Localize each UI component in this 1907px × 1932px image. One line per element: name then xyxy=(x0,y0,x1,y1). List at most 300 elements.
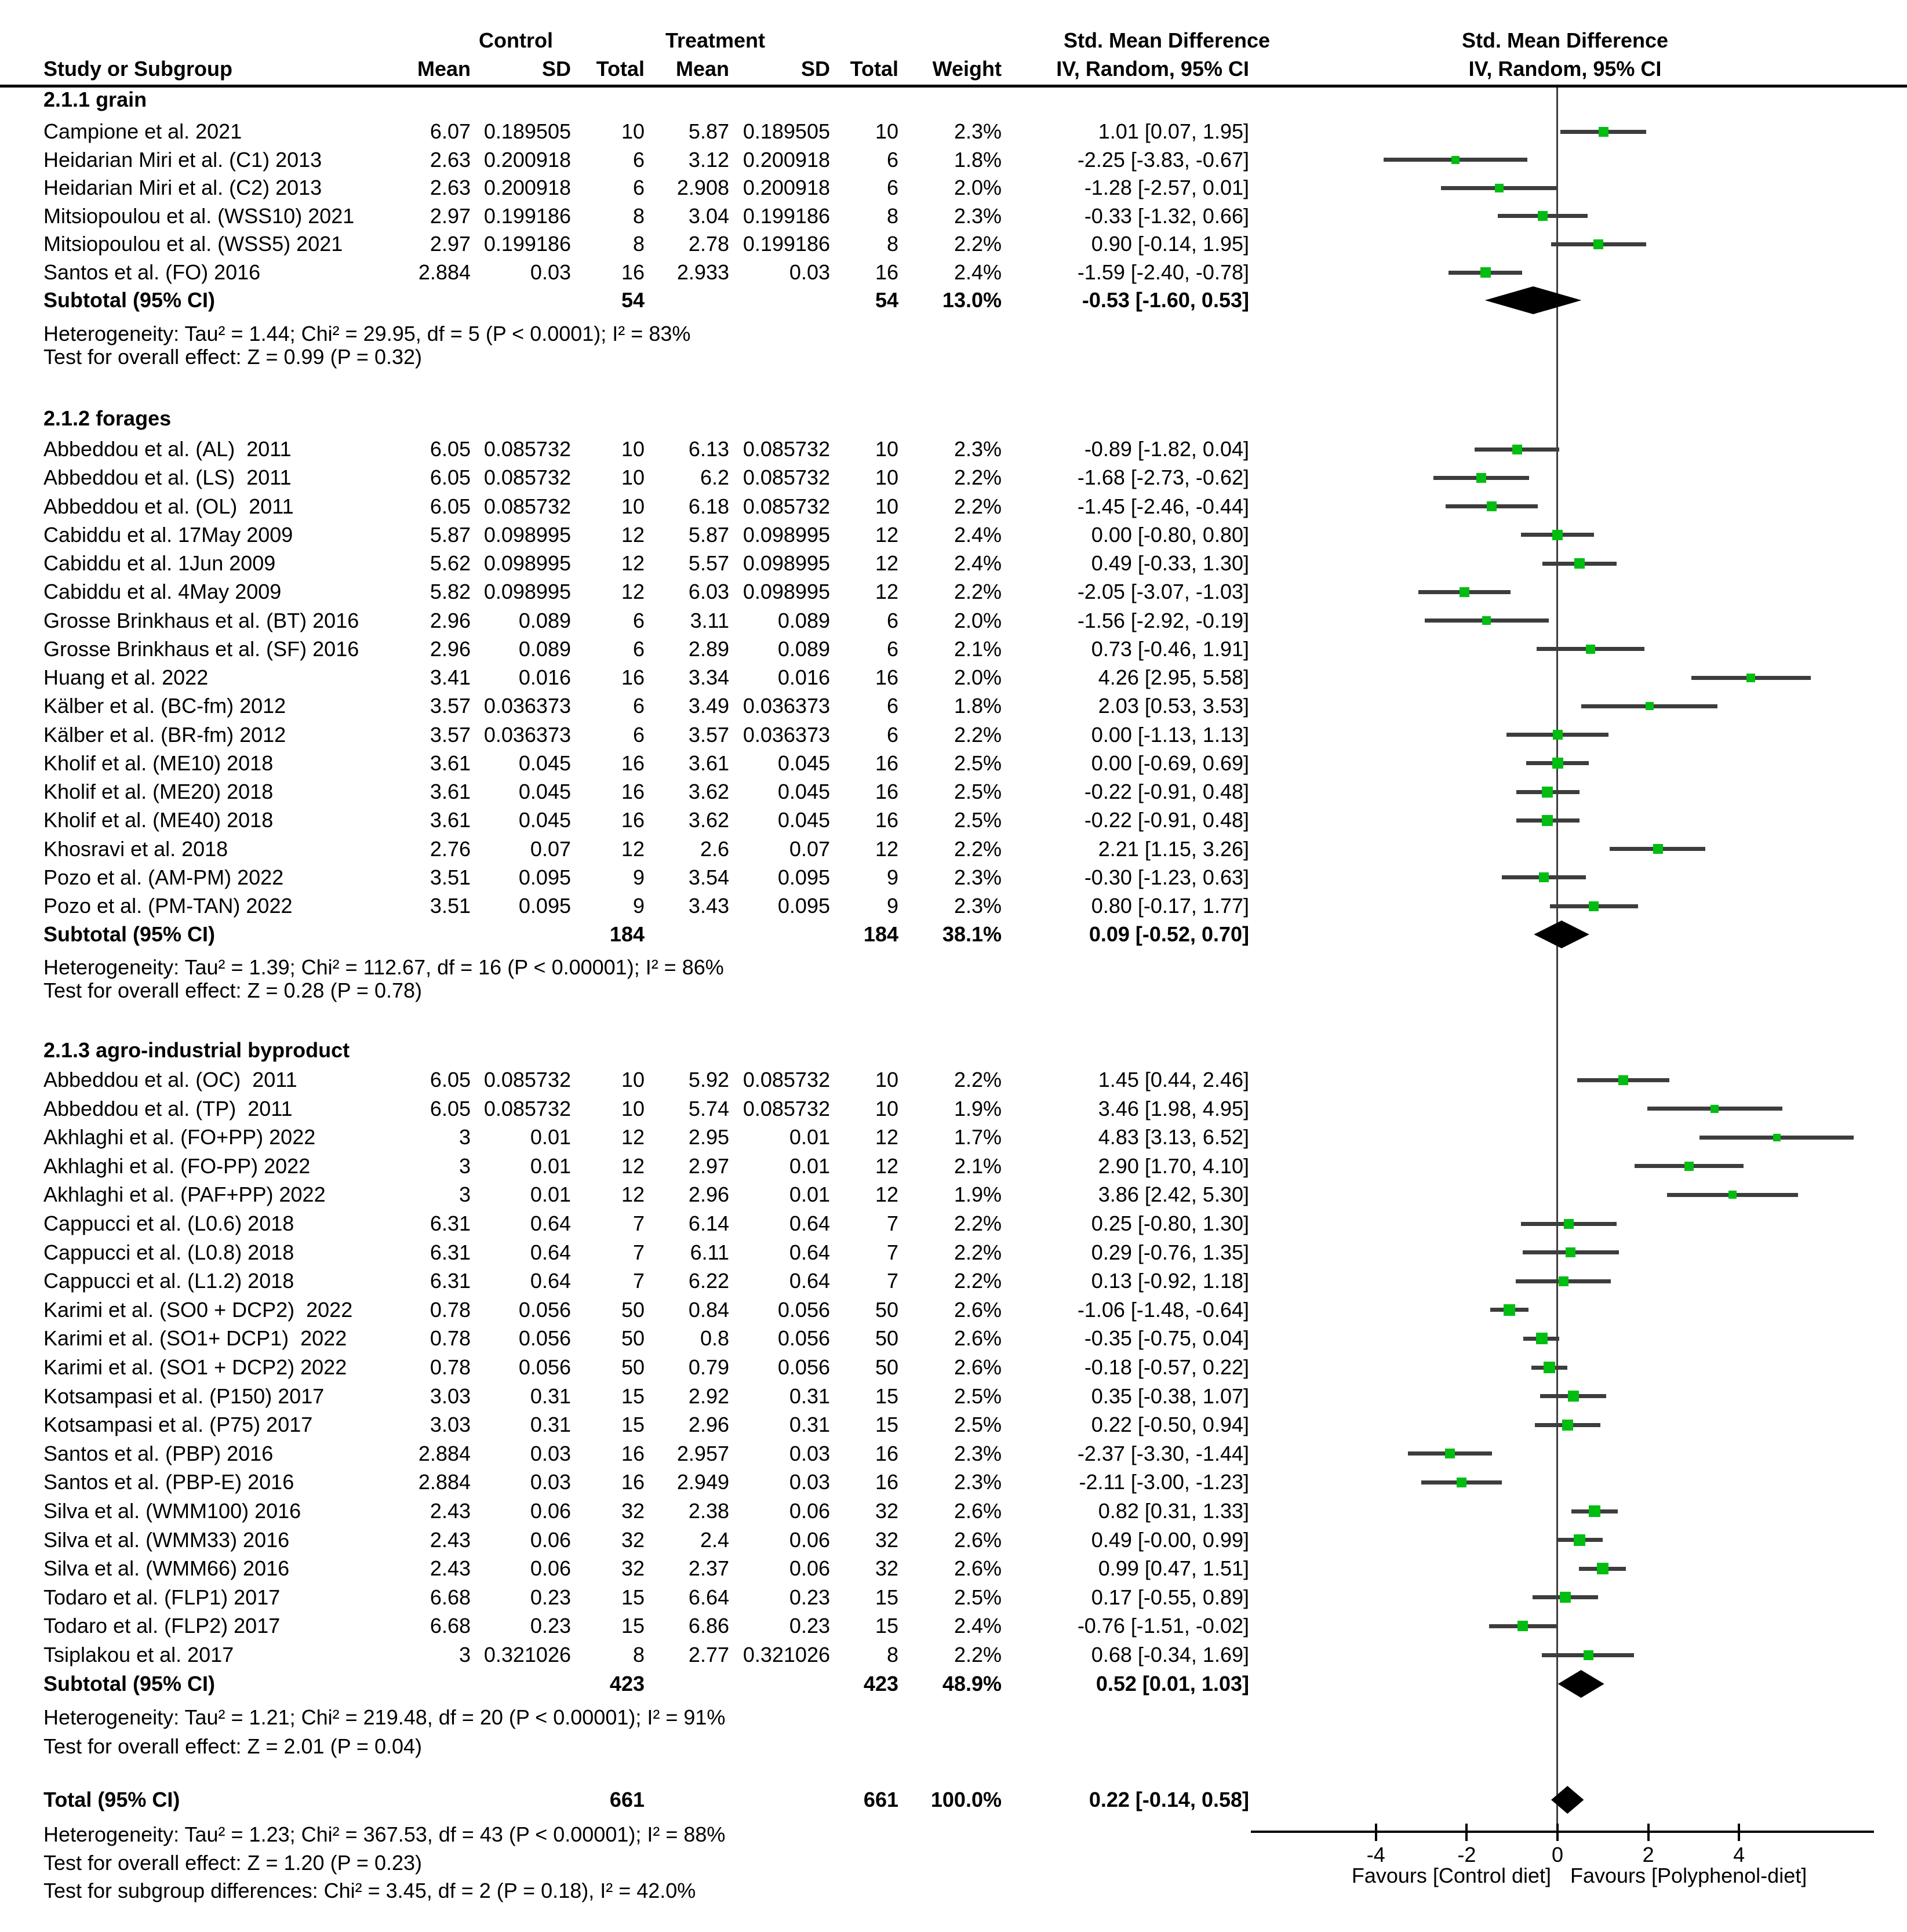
w-cell: 2.6% xyxy=(954,1297,1002,1322)
tsd-cell: 0.03 xyxy=(789,1441,830,1465)
ci-cell: 0.22 [-0.14, 0.58] xyxy=(1089,1788,1249,1811)
w-cell: 2.2% xyxy=(954,580,1002,604)
ci-cell: 4.83 [3.13, 6.52] xyxy=(1098,1125,1249,1149)
study-label: Kholif et al. (ME40) 2018 xyxy=(43,808,274,832)
w-cell: 2.2% xyxy=(954,1269,1002,1293)
tn-cell: 16 xyxy=(875,808,898,832)
tn-cell: 423 xyxy=(863,1672,898,1695)
effect-marker xyxy=(1653,844,1663,854)
study-label: Cabiddu et al. 4May 2009 xyxy=(43,580,282,604)
axis-tick xyxy=(1556,1824,1559,1841)
subtotal-diamond xyxy=(1558,1670,1604,1698)
tm-cell: 3.62 xyxy=(688,808,729,832)
effect-marker xyxy=(1599,127,1608,137)
csd-cell: 0.085732 xyxy=(483,1096,571,1120)
w-cell: 2.3% xyxy=(954,203,1002,228)
tm-cell: 0.84 xyxy=(688,1297,729,1322)
study-label: Grosse Brinkhaus et al. (BT) 2016 xyxy=(43,608,359,632)
w-cell: 2.2% xyxy=(954,1643,1002,1667)
w-cell: 2.3% xyxy=(954,119,1002,143)
cn-cell: 15 xyxy=(621,1384,645,1408)
cn-cell: 10 xyxy=(621,1068,645,1091)
ci-cell: -1.68 [-2.73, -0.62] xyxy=(1077,465,1249,490)
cm-cell: 3.57 xyxy=(430,722,471,747)
tm-cell: 6.13 xyxy=(688,437,729,461)
tn-cell: 6 xyxy=(886,694,898,718)
axis-tick xyxy=(1647,1824,1650,1841)
ci-cell: 0.52 [0.01, 1.03] xyxy=(1096,1672,1249,1695)
ci-cell: 3.46 [1.98, 4.95] xyxy=(1098,1096,1249,1120)
study-label: Pozo et al. (PM-TAN) 2022 xyxy=(43,894,293,918)
w-cell: 2.0% xyxy=(954,665,1002,689)
csd-cell: 0.200918 xyxy=(483,147,571,172)
cn-cell: 6 xyxy=(632,636,645,661)
tsd-cell: 0.056 xyxy=(777,1297,830,1322)
cn-cell: 16 xyxy=(621,260,645,284)
effect-marker xyxy=(1487,501,1497,511)
csd-cell: 0.23 xyxy=(530,1585,571,1609)
ci-cell: -0.89 [-1.82, 0.04] xyxy=(1084,437,1249,461)
tn-cell: 10 xyxy=(875,119,898,143)
cm-cell: 3.41 xyxy=(430,665,471,689)
effect-marker xyxy=(1482,616,1491,625)
ci-cell: 0.35 [-0.38, 1.07] xyxy=(1091,1384,1249,1408)
cm-cell: 6.05 xyxy=(430,494,471,518)
tn-cell: 6 xyxy=(886,636,898,661)
tn-cell: 12 xyxy=(875,836,898,861)
effect-marker xyxy=(1504,1304,1515,1316)
effect-marker xyxy=(1574,1534,1585,1546)
csd-cell: 0.045 xyxy=(518,780,571,803)
effect-marker xyxy=(1568,1391,1579,1402)
cm-cell: 3.61 xyxy=(430,808,471,832)
cn-cell: 6 xyxy=(632,722,645,747)
w-cell: 2.2% xyxy=(954,232,1002,256)
tn-cell: 184 xyxy=(863,922,898,946)
cn-cell: 15 xyxy=(621,1585,645,1609)
tm-cell: 2.957 xyxy=(676,1441,729,1465)
subtotal-diamond xyxy=(1534,920,1589,948)
cn-cell: 12 xyxy=(621,522,645,547)
study-label: Abbeddou et al. (LS) 2011 xyxy=(43,465,292,490)
w-cell: 2.5% xyxy=(954,1585,1002,1609)
csd-cell: 0.03 xyxy=(530,260,571,284)
heterogeneity-line: Heterogeneity: Tau² = 1.44; Chi² = 29.95, df = 5 (P < 0.0001); I² = 83% xyxy=(43,322,691,345)
study-label: Akhlaghi et al. (PAF+PP) 2022 xyxy=(43,1183,326,1207)
axis-tick-label: -2 xyxy=(1457,1843,1476,1866)
effect-marker xyxy=(1684,1162,1694,1171)
cn-cell: 12 xyxy=(621,580,645,604)
tn-cell: 10 xyxy=(875,494,898,518)
csd-cell: 0.045 xyxy=(518,751,571,775)
csd-cell: 0.036373 xyxy=(483,722,571,747)
w-cell: 2.0% xyxy=(954,176,1002,200)
tsd-cell: 0.06 xyxy=(789,1527,830,1552)
tm-cell: 6.18 xyxy=(688,494,729,518)
ci-cell: -2.37 [-3.30, -1.44] xyxy=(1077,1441,1249,1465)
csd-cell: 0.23 xyxy=(530,1614,571,1638)
effect-marker xyxy=(1559,1276,1568,1286)
cm-cell: 2.884 xyxy=(418,1441,471,1465)
csd-cell: 0.056 xyxy=(518,1326,571,1351)
effect-marker xyxy=(1476,473,1486,483)
effect-marker xyxy=(1560,1592,1571,1603)
cn-cell: 16 xyxy=(621,1470,645,1494)
method-plot-column-header: IV, Random, 95% CI xyxy=(1468,57,1662,81)
ci-cell: -1.56 [-2.92, -0.19] xyxy=(1077,608,1249,632)
study-label: Santos et al. (FO) 2016 xyxy=(43,260,261,284)
tsd-cell: 0.085732 xyxy=(743,494,830,518)
ci-cell: 0.17 [-0.55, 0.89] xyxy=(1091,1585,1249,1609)
cn-cell: 32 xyxy=(621,1556,645,1581)
study-label: Todaro et al. (FLP1) 2017 xyxy=(43,1585,281,1609)
csd-cell: 0.189505 xyxy=(483,119,571,143)
cn-cell: 7 xyxy=(632,1211,645,1235)
tsd-cell: 0.045 xyxy=(777,780,830,803)
w-cell: 2.1% xyxy=(954,636,1002,661)
ci-cell: 0.49 [-0.33, 1.30] xyxy=(1091,551,1249,575)
study-label: Kholif et al. (ME20) 2018 xyxy=(43,780,274,803)
study-label: Kälber et al. (BC-fm) 2012 xyxy=(43,694,286,718)
study-label: Akhlaghi et al. (FO+PP) 2022 xyxy=(43,1125,316,1149)
cm-cell: 3.03 xyxy=(430,1384,471,1408)
w-cell: 2.3% xyxy=(954,865,1002,889)
tsd-cell: 0.23 xyxy=(789,1585,830,1609)
w-cell: 1.9% xyxy=(954,1096,1002,1120)
tn-cell: 7 xyxy=(886,1240,898,1264)
tm-cell: 0.8 xyxy=(700,1326,729,1351)
overall-effect-line: Test for overall effect: Z = 0.99 (P = 0.32) xyxy=(43,345,423,369)
ci-cell: -0.35 [-0.75, 0.04] xyxy=(1084,1326,1249,1351)
tsd-cell: 0.045 xyxy=(777,751,830,775)
effect-marker xyxy=(1773,1134,1781,1141)
cn-cell: 10 xyxy=(621,1096,645,1120)
csd-cell: 0.045 xyxy=(518,808,571,832)
tm-cell: 3.04 xyxy=(688,203,729,228)
w-cell: 2.2% xyxy=(954,465,1002,490)
treatment-sd-column-header: SD xyxy=(800,57,830,81)
effect-marker xyxy=(1574,558,1585,569)
csd-cell: 0.098995 xyxy=(483,551,571,575)
cm-cell: 6.31 xyxy=(430,1211,471,1235)
ci-cell: 0.13 [-0.92, 1.18] xyxy=(1091,1269,1249,1293)
subtotal-label: Subtotal (95% CI) xyxy=(43,922,216,946)
cm-cell: 3.57 xyxy=(430,694,471,718)
study-label: Abbeddou et al. (OC) 2011 xyxy=(43,1068,297,1091)
tsd-cell: 0.056 xyxy=(777,1326,830,1351)
tm-cell: 3.11 xyxy=(690,608,729,632)
effect-marker xyxy=(1542,815,1553,826)
method-text-column-header: IV, Random, 95% CI xyxy=(1056,57,1249,81)
tm-cell: 2.933 xyxy=(676,260,729,284)
tn-cell: 16 xyxy=(875,1441,898,1465)
ci-cell: 0.90 [-0.14, 1.95] xyxy=(1091,232,1249,256)
tm-cell: 6.03 xyxy=(688,580,729,604)
tn-cell: 7 xyxy=(886,1269,898,1293)
subgroup-title: 2.1.3 agro-industrial byproduct xyxy=(43,1038,350,1062)
tn-cell: 15 xyxy=(875,1585,898,1609)
tm-cell: 6.2 xyxy=(700,465,729,490)
total-label: Total (95% CI) xyxy=(43,1788,180,1811)
cm-cell: 6.31 xyxy=(430,1269,471,1293)
study-label: Khosravi et al. 2018 xyxy=(43,836,228,861)
effect-marker xyxy=(1564,1219,1574,1229)
tsd-cell: 0.056 xyxy=(777,1355,830,1379)
study-label: Pozo et al. (AM-PM) 2022 xyxy=(43,865,284,889)
cm-cell: 6.05 xyxy=(430,437,471,461)
cm-cell: 2.63 xyxy=(430,147,471,172)
cn-cell: 12 xyxy=(621,836,645,861)
ci-cell: 0.00 [-0.80, 0.80] xyxy=(1091,522,1249,547)
cn-cell: 15 xyxy=(621,1413,645,1437)
cm-cell: 2.96 xyxy=(430,636,471,661)
csd-cell: 0.06 xyxy=(530,1527,571,1552)
effect-marker xyxy=(1544,1362,1555,1373)
tsd-cell: 0.098995 xyxy=(743,522,830,547)
effect-marker xyxy=(1586,645,1595,654)
w-cell: 2.3% xyxy=(954,894,1002,918)
effect-marker xyxy=(1618,1075,1628,1085)
cn-cell: 15 xyxy=(621,1614,645,1638)
header-rule xyxy=(0,85,1907,88)
cm-cell: 5.62 xyxy=(430,551,471,575)
cm-cell: 6.07 xyxy=(430,119,471,143)
cm-cell: 3 xyxy=(458,1125,471,1149)
favours-right-label: Favours [Polyphenol-diet] xyxy=(1570,1864,1807,1887)
tm-cell: 6.86 xyxy=(688,1614,729,1638)
study-label: Silva et al. (WMM33) 2016 xyxy=(43,1527,290,1552)
tm-cell: 6.14 xyxy=(688,1211,729,1235)
cn-cell: 12 xyxy=(621,1125,645,1149)
cn-cell: 16 xyxy=(621,751,645,775)
tn-cell: 10 xyxy=(875,1068,898,1091)
w-cell: 2.3% xyxy=(954,437,1002,461)
w-cell: 2.5% xyxy=(954,1413,1002,1437)
tsd-cell: 0.199186 xyxy=(743,232,830,256)
w-cell: 2.3% xyxy=(954,1470,1002,1494)
ci-cell: 4.26 [2.95, 5.58] xyxy=(1098,665,1249,689)
tn-cell: 15 xyxy=(875,1614,898,1638)
tsd-cell: 0.199186 xyxy=(743,203,830,228)
csd-cell: 0.03 xyxy=(530,1470,571,1494)
study-label: Kholif et al. (ME10) 2018 xyxy=(43,751,274,775)
ci-cell: -0.53 [-1.60, 0.53] xyxy=(1082,288,1249,312)
tm-cell: 3.54 xyxy=(688,865,729,889)
tn-cell: 10 xyxy=(875,437,898,461)
ci-cell: 0.00 [-1.13, 1.13] xyxy=(1091,722,1249,747)
tn-cell: 12 xyxy=(875,1154,898,1178)
overall-effect-line: Test for overall effect: Z = 0.28 (P = 0.78) xyxy=(43,978,423,1002)
w-cell: 2.4% xyxy=(954,522,1002,547)
tm-cell: 3.43 xyxy=(688,894,729,918)
study-label: Kotsampasi et al. (P75) 2017 xyxy=(43,1413,313,1437)
treatment-group-header: Treatment xyxy=(665,28,766,52)
w-cell: 2.2% xyxy=(954,1240,1002,1264)
study-label: Grosse Brinkhaus et al. (SF) 2016 xyxy=(43,636,359,661)
ci-cell: 0.73 [-0.46, 1.91] xyxy=(1091,636,1249,661)
csd-cell: 0.31 xyxy=(530,1384,571,1408)
csd-cell: 0.085732 xyxy=(483,465,571,490)
csd-cell: 0.31 xyxy=(530,1413,571,1437)
tsd-cell: 0.31 xyxy=(789,1413,830,1437)
study-label: Heidarian Miri et al. (C2) 2013 xyxy=(43,176,322,200)
favours-left-label: Favours [Control diet] xyxy=(1351,1864,1551,1887)
tsd-cell: 0.089 xyxy=(777,608,830,632)
csd-cell: 0.03 xyxy=(530,1441,571,1465)
tn-cell: 6 xyxy=(886,147,898,172)
csd-cell: 0.64 xyxy=(530,1211,571,1235)
ci-cell: 0.99 [0.47, 1.51] xyxy=(1098,1556,1249,1581)
tm-cell: 2.77 xyxy=(688,1643,729,1667)
study-label: Abbeddou et al. (OL) 2011 xyxy=(43,494,294,518)
w-cell: 2.6% xyxy=(954,1527,1002,1552)
cm-cell: 6.31 xyxy=(430,1240,471,1264)
ci-cell: 0.82 [0.31, 1.33] xyxy=(1098,1499,1249,1523)
cn-cell: 6 xyxy=(632,694,645,718)
tm-cell: 5.92 xyxy=(688,1068,729,1091)
tn-cell: 661 xyxy=(863,1788,898,1811)
tm-cell: 2.949 xyxy=(676,1470,729,1494)
axis-tick-label: -4 xyxy=(1366,1843,1385,1866)
tsd-cell: 0.085732 xyxy=(743,1068,830,1091)
study-label: Cabiddu et al. 17May 2009 xyxy=(43,522,293,547)
w-cell: 2.2% xyxy=(954,1211,1002,1235)
study-column-header: Study or Subgroup xyxy=(43,57,232,81)
w-cell: 2.6% xyxy=(954,1355,1002,1379)
tsd-cell: 0.045 xyxy=(777,808,830,832)
w-cell: 2.6% xyxy=(954,1499,1002,1523)
w-cell: 2.4% xyxy=(954,260,1002,284)
cm-cell: 6.05 xyxy=(430,1068,471,1091)
cm-cell: 2.97 xyxy=(430,203,471,228)
w-cell: 2.5% xyxy=(954,780,1002,803)
cm-cell: 2.43 xyxy=(430,1556,471,1581)
study-label: Mitsiopoulou et al. (WSS5) 2021 xyxy=(43,232,343,256)
cm-cell: 2.43 xyxy=(430,1499,471,1523)
heterogeneity-line: Heterogeneity: Tau² = 1.21; Chi² = 219.48, df = 20 (P < 0.00001); I² = 91% xyxy=(43,1705,726,1729)
cm-cell: 2.884 xyxy=(418,1470,471,1494)
cm-cell: 2.76 xyxy=(430,836,471,861)
csd-cell: 0.056 xyxy=(518,1297,571,1322)
cn-cell: 32 xyxy=(621,1527,645,1552)
ci-cell: 0.49 [-0.00, 0.99] xyxy=(1091,1527,1249,1552)
ci-cell: -1.45 [-2.46, -0.44] xyxy=(1077,494,1249,518)
study-label: Cappucci et al. (L0.8) 2018 xyxy=(43,1240,294,1264)
tm-cell: 2.95 xyxy=(688,1125,729,1149)
effect-marker xyxy=(1646,702,1654,710)
tn-cell: 6 xyxy=(886,722,898,747)
tm-cell: 2.908 xyxy=(676,176,729,200)
cm-cell: 3 xyxy=(458,1183,471,1207)
study-label: Campione et al. 2021 xyxy=(43,119,242,143)
w-cell: 2.5% xyxy=(954,751,1002,775)
w-cell: 2.5% xyxy=(954,808,1002,832)
csd-cell: 0.200918 xyxy=(483,176,571,200)
tn-cell: 9 xyxy=(886,894,898,918)
w-cell: 13.0% xyxy=(942,288,1002,312)
tn-cell: 10 xyxy=(875,465,898,490)
tn-cell: 12 xyxy=(875,580,898,604)
axis-tick xyxy=(1465,1824,1468,1841)
csd-cell: 0.098995 xyxy=(483,580,571,604)
effect-marker xyxy=(1553,730,1563,740)
cm-cell: 3.51 xyxy=(430,865,471,889)
tsd-cell: 0.64 xyxy=(789,1240,830,1264)
cn-cell: 423 xyxy=(609,1672,645,1695)
tsd-cell: 0.036373 xyxy=(743,722,830,747)
csd-cell: 0.036373 xyxy=(483,694,571,718)
cm-cell: 5.87 xyxy=(430,522,471,547)
cn-cell: 10 xyxy=(621,119,645,143)
treatment-total-column-header: Total xyxy=(850,57,898,81)
ci-cell: -1.59 [-2.40, -0.78] xyxy=(1077,260,1249,284)
weight-column-header: Weight xyxy=(932,57,1002,81)
ci-cell: -0.22 [-0.91, 0.48] xyxy=(1084,780,1249,803)
effect-marker xyxy=(1566,1247,1575,1257)
study-label: Huang et al. 2022 xyxy=(43,665,209,689)
study-label: Akhlaghi et al. (FO-PP) 2022 xyxy=(43,1154,311,1178)
axis-tick-label: 4 xyxy=(1733,1843,1745,1866)
effect-marker xyxy=(1597,1563,1608,1574)
study-label: Abbeddou et al. (TP) 2011 xyxy=(43,1096,293,1120)
tm-cell: 5.87 xyxy=(688,522,729,547)
ci-cell: 0.68 [-0.34, 1.69] xyxy=(1091,1643,1249,1667)
w-cell: 2.5% xyxy=(954,1384,1002,1408)
study-label: Silva et al. (WMM100) 2016 xyxy=(43,1499,301,1523)
ci-cell: 2.21 [1.15, 3.26] xyxy=(1098,836,1249,861)
effect-marker xyxy=(1445,1449,1455,1458)
study-label: Santos et al. (PBP-E) 2016 xyxy=(43,1470,294,1494)
effect-marker xyxy=(1728,1191,1737,1199)
ci-cell: 1.45 [0.44, 2.46] xyxy=(1098,1068,1249,1091)
cm-cell: 2.97 xyxy=(430,232,471,256)
effect-marker xyxy=(1460,587,1469,597)
w-cell: 1.8% xyxy=(954,147,1002,172)
tm-cell: 6.64 xyxy=(688,1585,729,1609)
csd-cell: 0.085732 xyxy=(483,494,571,518)
csd-cell: 0.095 xyxy=(518,865,571,889)
effect-marker xyxy=(1536,1333,1548,1344)
cm-cell: 2.43 xyxy=(430,1527,471,1552)
tm-cell: 2.6 xyxy=(700,836,729,861)
tm-cell: 3.49 xyxy=(688,694,729,718)
tsd-cell: 0.095 xyxy=(777,894,830,918)
cn-cell: 7 xyxy=(632,1240,645,1264)
effect-marker xyxy=(1589,1505,1600,1517)
cn-cell: 16 xyxy=(621,665,645,689)
cm-cell: 2.96 xyxy=(430,608,471,632)
tn-cell: 50 xyxy=(875,1297,898,1322)
smd-plot-column-header: Std. Mean Difference xyxy=(1461,28,1669,52)
csd-cell: 0.06 xyxy=(530,1556,571,1581)
heterogeneity-line: Heterogeneity: Tau² = 1.39; Chi² = 112.67, df = 16 (P < 0.00001); I² = 86% xyxy=(43,955,724,979)
cn-cell: 12 xyxy=(621,551,645,575)
study-label: Kälber et al. (BR-fm) 2012 xyxy=(43,722,286,747)
study-label: Heidarian Miri et al. (C1) 2013 xyxy=(43,147,322,172)
effect-marker xyxy=(1562,1420,1573,1431)
w-cell: 2.2% xyxy=(954,1068,1002,1091)
tsd-cell: 0.036373 xyxy=(743,694,830,718)
ci-cell: -1.28 [-2.57, 0.01] xyxy=(1084,176,1249,200)
subtotal-label: Subtotal (95% CI) xyxy=(43,288,216,312)
cn-cell: 9 xyxy=(632,865,645,889)
ci-cell: -1.06 [-1.48, -0.64] xyxy=(1077,1297,1249,1322)
csd-cell: 0.199186 xyxy=(483,232,571,256)
tn-cell: 15 xyxy=(875,1384,898,1408)
tsd-cell: 0.31 xyxy=(789,1384,830,1408)
tsd-cell: 0.06 xyxy=(789,1556,830,1581)
tm-cell: 2.4 xyxy=(700,1527,729,1552)
